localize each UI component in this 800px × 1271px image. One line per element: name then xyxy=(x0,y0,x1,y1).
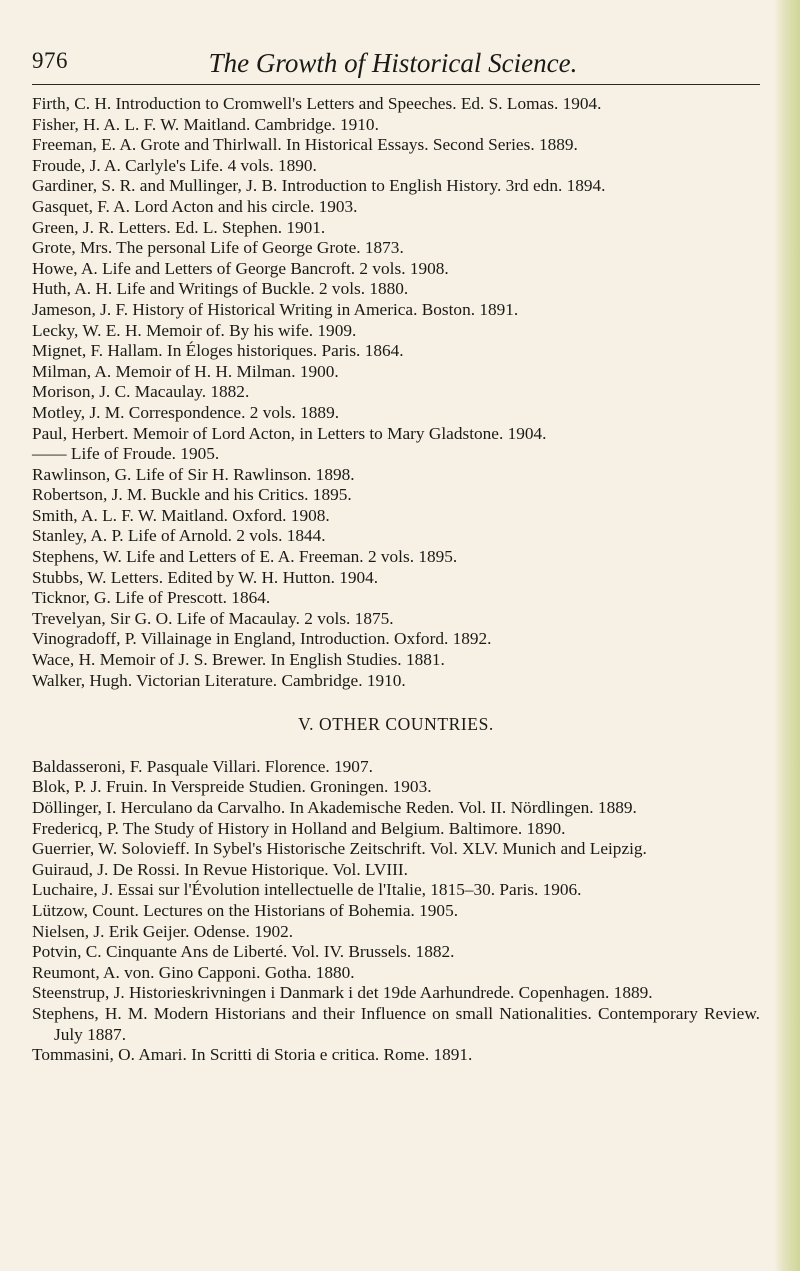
bibliography-entry: Morison, J. C. Macaulay. 1882. xyxy=(32,382,250,402)
bibliography-entry: Milman, A. Memoir of H. H. Milman. 1900. xyxy=(32,361,339,381)
bibliography-entry: Freeman, E. A. Grote and Thirlwall. In Historical Essays. Second Series. 1889. xyxy=(32,135,578,155)
bibliography-entry: Wace, H. Memoir of J. S. Brewer. In English Studies. 1881. xyxy=(32,650,445,670)
bibliography-entry: Gardiner, S. R. and Mullinger, J. B. Introduction to English History. 3rd edn. 1894. xyxy=(32,176,606,196)
bibliography-entry: Ticknor, G. Life of Prescott. 1864. xyxy=(32,588,271,608)
bibliography-entry: Fisher, H. A. L. F. W. Maitland. Cambridge. 1910. xyxy=(32,114,379,134)
bibliography-entry: Baldasseroni, F. Pasquale Villari. Florence. 1907. xyxy=(32,756,373,776)
bibliography-entry: Nielsen, J. Erik Geijer. Odense. 1902. xyxy=(32,921,294,941)
bibliography-entry: Stephens, W. Life and Letters of E. A. Freeman. 2 vols. 1895. xyxy=(32,547,458,567)
bibliography-entry: Stephens, H. M. Modern Historians and their Influence on small Nationalities. Contemporary Review. July 1887. xyxy=(32,1003,760,1044)
bibliography-entry: Gasquet, F. A. Lord Acton and his circle. 1903. xyxy=(32,196,358,216)
bibliography-entry: Mignet, F. Hallam. In Éloges historiques. Paris. 1864. xyxy=(32,341,404,361)
bibliography-entry: Fredericq, P. The Study of History in Holland and Belgium. Baltimore. 1890. xyxy=(32,818,566,838)
running-title: The Growth of Historical Science. xyxy=(208,48,578,78)
bibliography-entry: Steenstrup, J. Historieskrivningen i Danmark i det 19de Aarhundrede. Copenhagen. 1889. xyxy=(32,983,653,1003)
bibliography-entry: Huth, A. H. Life and Writings of Buckle. 2 vols. 1880. xyxy=(32,279,409,299)
bibliography-entry: Smith, A. L. F. W. Maitland. Oxford. 1908. xyxy=(32,505,330,525)
bibliography-entry: Jameson, J. F. History of Historical Writing in America. Boston. 1891. xyxy=(32,299,519,319)
bibliography-entry: Guiraud, J. De Rossi. In Revue Historique. Vol. LVIII. xyxy=(32,859,409,879)
bibliography-entry: Potvin, C. Cinquante Ans de Liberté. Vol. IV. Brussels. 1882. xyxy=(32,942,455,962)
bibliography-entry: Döllinger, I. Herculano da Carvalho. In Akademische Reden. Vol. II. Nördlingen. 1889. xyxy=(32,798,637,817)
bibliography-entry: Blok, P. J. Fruin. In Verspreide Studien. Groningen. 1903. xyxy=(32,777,432,797)
bibliography-entry: Paul, Herbert. Memoir of Lord Acton, in Letters to Mary Gladstone. 1904. xyxy=(32,423,547,443)
bibliography-entry: Walker, Hugh. Victorian Literature. Cambridge. 1910. xyxy=(32,670,406,690)
bibliography xyxy=(32,94,760,1066)
bibliography-entry: Motley, J. M. Correspondence. 2 vols. 1889. xyxy=(32,402,340,422)
bibliography-entry: Tommasini, O. Amari. In Scritti di Storia e critica. Rome. 1891. xyxy=(32,1045,473,1065)
bibliography-entry: Green, J. R. Letters. Ed. L. Stephen. 1901. xyxy=(32,217,326,237)
page-number: 976 xyxy=(32,48,68,73)
bibliography-entry: Lützow, Count. Lectures on the Historians of Bohemia. 1905. xyxy=(32,900,459,920)
bibliography-entry: Rawlinson, G. Life of Sir H. Rawlinson. 1898. xyxy=(32,464,355,484)
bibliography-entry: Lecky, W. E. H. Memoir of. By his wife. 1909. xyxy=(32,320,357,340)
bibliography-entry: Stanley, A. P. Life of Arnold. 2 vols. 1844. xyxy=(32,526,326,546)
bibliography-entry: Robertson, J. M. Buckle and his Critics. 1895. xyxy=(32,485,352,505)
bibliography-entry: Guerrier, W. Solovieff. In Sybel's Historische Zeitschrift. Vol. XLV. Munich and Leipzig. xyxy=(32,839,647,859)
bibliography-entry: Luchaire, J. Essai sur l'Évolution intellectuelle de l'Italie, 1815–30. Paris. 1906. xyxy=(32,880,582,900)
bibliography-entry: Vinogradoff, P. Villainage in England, Introduction. Oxford. 1892. xyxy=(32,629,492,649)
bibliography-entry: Reumont, A. von. Gino Capponi. Gotha. 1880. xyxy=(32,962,355,982)
bibliography-list-other-countries xyxy=(32,757,760,1066)
bibliography-entry: Howe, A. Life and Letters of George Bancroft. 2 vols. 1908. xyxy=(32,258,449,278)
bibliography-entry: Firth, C. H. Introduction to Cromwell's Letters and Speeches. Ed. S. Lomas. 1904. xyxy=(32,94,602,113)
bibliography-entry: Trevelyan, Sir G. O. Life of Macaulay. 2 vols. 1875. xyxy=(32,608,394,628)
bibliography-entry: Stubbs, W. Letters. Edited by W. H. Hutton. 1904. xyxy=(32,567,379,587)
bibliography-entry: Grote, Mrs. The personal Life of George Grote. 1873. xyxy=(32,238,404,258)
bibliography-entry: Froude, J. A. Carlyle's Life. 4 vols. 1890. xyxy=(32,155,317,175)
bibliography-list-english xyxy=(32,94,760,691)
bibliography-entry: —— Life of Froude. 1905. xyxy=(32,444,220,464)
page-header xyxy=(32,48,754,88)
page-edge xyxy=(774,0,800,1271)
section-heading: V. OTHER COUNTRIES. xyxy=(298,714,494,735)
header-rule xyxy=(32,84,760,85)
